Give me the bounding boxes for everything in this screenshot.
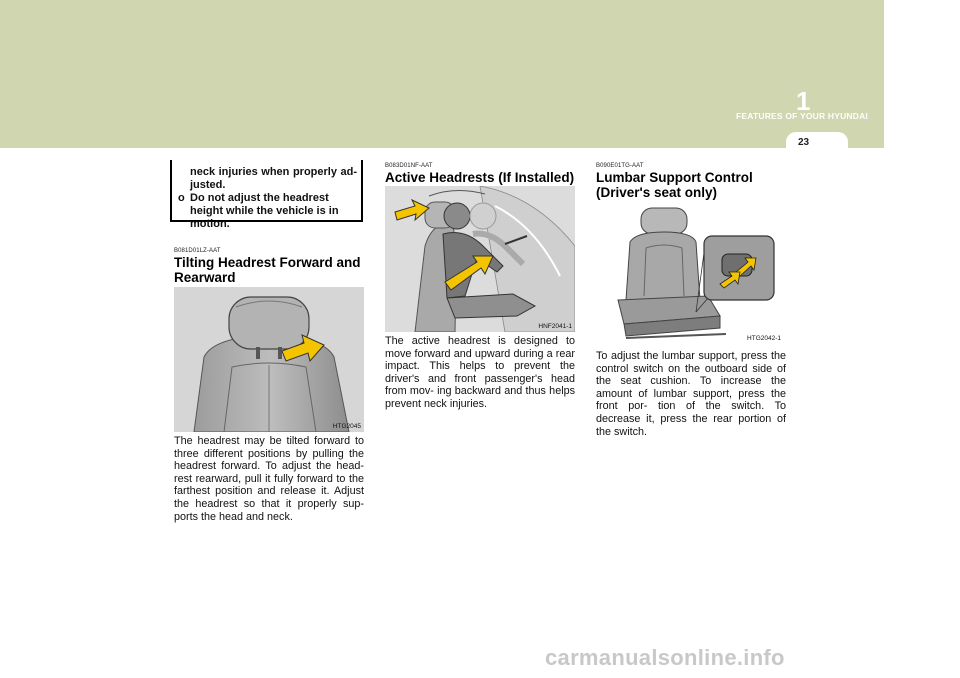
lumbar-support-section [596,163,786,200]
figure-label: HTG2042-1 [747,335,781,342]
tilting-headrest-body: The headrest may be tilted forward to three different positions by pulling the headrest forward. To adjust the head- rest rearward, pull it fully forward to the farthest position and release it. Adjust the headrest so that it properly sup- ports the head and neck. [174,435,364,523]
watermark: carmanualsonline.info [545,645,785,670]
active-headrest-section [385,163,575,185]
warning-bullet [178,192,357,231]
section-code: B090E01TG-AAT [596,163,644,169]
section-heading: Active Headrests (If Installed) [385,170,575,185]
active-headrest-body: The active headrest is designed to move forward and upward during a rear impact. This helps to prevent the driver's and front passenger's head from mov- ing backward and thus helps prevent neck injuries. [385,335,575,410]
tilting-headrest-section [174,248,364,285]
warning-box [170,160,363,230]
lumbar-support-body: To adjust the lumbar support, press the control switch on the outboard side of the seat cushion. To increase the amount of lumbar support, press the front por- tion of the switch. To decrease it, press the rear portion of the switch. [596,350,786,438]
header-band [0,0,884,148]
driver-illustration [385,186,575,332]
section-code: B081D01LZ-AAT [174,248,221,254]
headrest-tilt-figure [174,287,364,432]
lumbar-support-figure [596,200,784,344]
section-code: B083D01NF-AAT [385,163,433,169]
section-title: FEATURES OF YOUR HYUNDAI [736,111,868,121]
seat-illustration [596,200,784,344]
page-number-tab [786,132,848,148]
chapter-number: 1 [796,86,811,116]
figure-label: HNF2041-1 [538,323,572,330]
section-heading: Lumbar Support Control (Driver's seat only) [596,170,753,200]
warning-continuation: neck injuries when properly ad- justed. [190,166,357,191]
bullet-marker: o [178,192,185,204]
warning-bullet-text: Do not adjust the headrest height while the vehicle is in motion. [190,192,339,230]
arrow-icon [395,200,429,220]
page-number: 23 [798,137,810,148]
section-heading: Tilting Headrest Forward and Rearward [174,255,361,285]
active-headrest-figure [385,186,575,332]
headrest-illustration [174,287,364,432]
figure-label: HTG2045 [332,423,361,430]
